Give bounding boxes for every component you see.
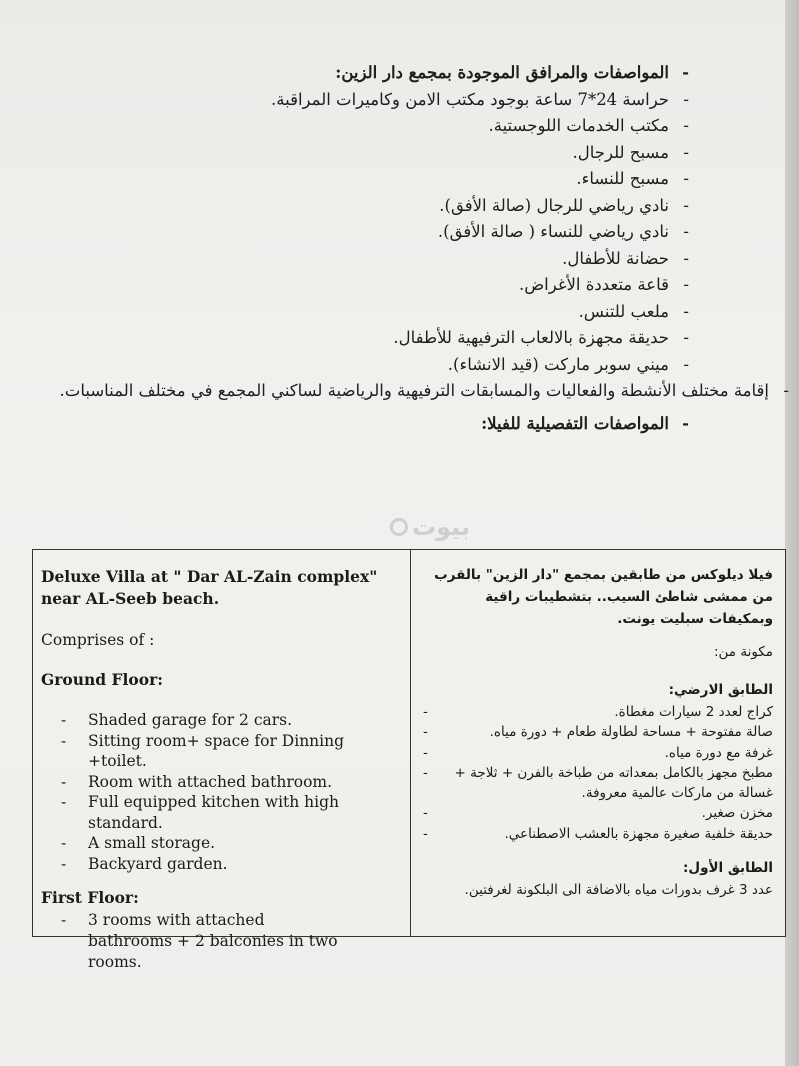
list-item: - Backyard garden.: [61, 854, 402, 875]
facility-item: - إقامة مختلف الأنشطة والفعاليات والمسابقات الترفيهية والرياضية لساكني المجمع في مختلف المناسبات.: [59, 381, 789, 400]
ground-floor-label-ar: الطابق الارضي:: [668, 682, 773, 698]
list-item: - صالة مفتوحة + مساحة لطاولة طعام + دورة مياه.: [423, 724, 773, 741]
list-item: عدد 3 غرف بدورات مياه بالاضافة الى البلكونة لغرفتين.: [464, 882, 773, 899]
facility-item: - حديقة مجهزة بالالعاب الترفيهية للأطفال.: [393, 328, 689, 347]
facility-item: - مسبح للرجال.: [572, 142, 689, 162]
comprises-label-en: Comprises of :: [41, 631, 155, 649]
facility-item: - مسبح للنساء.: [576, 169, 689, 188]
facility-item: - مكتب الخدمات اللوجستية.: [488, 116, 689, 135]
facility-item: - نادي رياضي للرجال (صالة الأفق).: [439, 195, 689, 215]
facility-item: - حراسة 24*7 ساعة بوجود مكتب الامن وكاميرات المراقبة.: [271, 89, 689, 109]
watermark-logo: بيوت: [340, 512, 470, 542]
facility-item: - حضانة للأطفال.: [562, 248, 689, 268]
villa-title-ar: فيلا ديلوكس من طابقين بمجمع "دار الزين" بالقرب من ممشى شاطئ السيب.. بتشطيبات راقية وبمكيفات سبليت يونت.: [434, 567, 773, 627]
home-icon: [390, 518, 408, 536]
villa-spec-table: [32, 549, 786, 971]
facility-item: - قاعة متعددة الأغراض.: [518, 275, 689, 294]
details-heading: - المواصفات التفصيلية للفيلا:: [481, 413, 689, 433]
list-item: - مخزن صغير.: [423, 805, 773, 822]
list-item: - Shaded garage for 2 cars.: [61, 710, 402, 731]
list-item: - A small storage.: [61, 833, 402, 854]
facility-item: - ملعب للتنس.: [578, 301, 689, 321]
ground-floor-list-ar: [419, 702, 773, 844]
first-floor-label-ar: الطابق الأول:: [682, 860, 773, 877]
list-item: - Full equipped kitchen with high standard.: [61, 792, 402, 833]
arabic-column: [411, 550, 785, 936]
list-item: - كراج لعدد 2 سيارات مغطاة.: [423, 704, 773, 720]
list-item: - Sitting room+ space for Dinning +toilet.: [61, 731, 402, 772]
list-item: - 3 rooms with attached bathrooms + 2 balconies in two rooms.: [61, 910, 353, 973]
facilities-list: [29, 60, 789, 437]
comprises-label-ar: مكونة من:: [713, 644, 773, 660]
villa-title-en: Deluxe Villa at " Dar AL-Zain complex" near AL-Seeb beach.: [41, 567, 378, 608]
facility-item: - نادي رياضي للنساء ( صالة الأفق).: [437, 222, 689, 241]
ground-floor-label-en: Ground Floor:: [41, 670, 163, 689]
facility-item: - ميني سوبر ماركت (قيد الانشاء).: [447, 354, 689, 374]
list-item: - Room with attached bathroom.: [61, 772, 402, 793]
page-edge: [785, 0, 799, 1066]
first-floor-list-ar: [419, 880, 773, 900]
list-item: - مطبخ مجهز بالكامل بمعداته من طباخة بالفرن + ثلاجة + غسالة من ماركات عالمية معروفة.: [423, 764, 773, 802]
list-item: - حديقة خلفية صغيرة مجهزة بالعشب الاصطناعي.: [423, 825, 773, 842]
ground-floor-list-en: [61, 710, 402, 874]
facilities-heading: - المواصفات والمرافق الموجودة بمجمع دار الزين:: [335, 63, 689, 82]
first-floor-label-en: First Floor:: [41, 888, 139, 907]
english-column: [33, 550, 411, 971]
first-floor-list-en: [61, 910, 402, 973]
list-item: - غرفة مع دورة مياه.: [423, 744, 773, 761]
